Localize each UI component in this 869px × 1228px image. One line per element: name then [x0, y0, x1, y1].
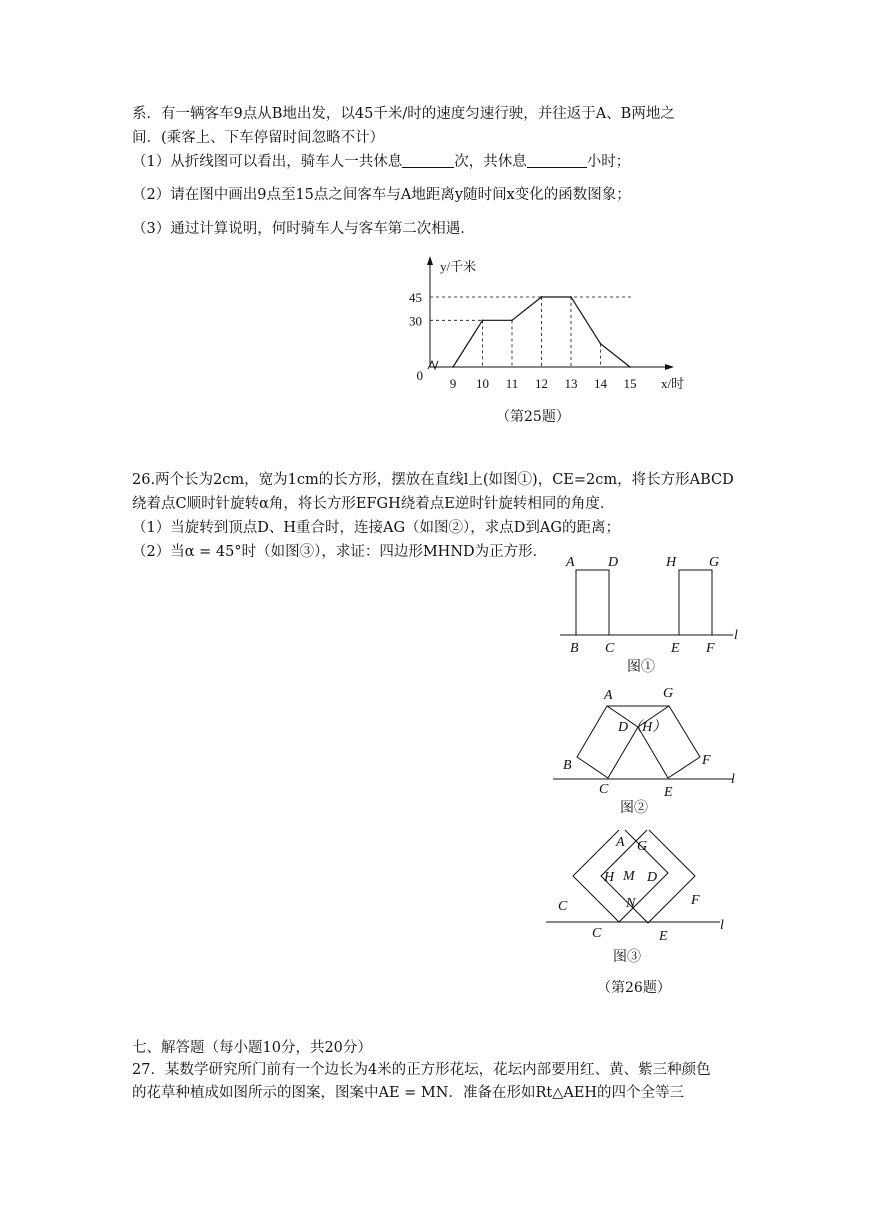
data-point [629, 366, 631, 368]
x-tick-label: 14 [594, 376, 607, 391]
label-d: D [647, 870, 658, 885]
q26-part1: （1）当旋转到顶点D、H重合时，连接AG（如图②），求点D到AG的距离； [132, 520, 620, 536]
label-l: l [731, 772, 735, 787]
rectangle-efgh [638, 706, 700, 778]
q27-line2: 的花草种植成如图所示的图案，图案中AE = MN．准备在形如Rt△AEH的四个全等三 [132, 1085, 685, 1101]
q25-part3: （3）通过计算说明，何时骑车人与客车第二次相遇． [132, 221, 475, 237]
label-g: G [663, 686, 674, 701]
label-f: F [706, 641, 715, 656]
y-axis-arrow [427, 256, 433, 265]
figure-2-caption: 图② [620, 800, 648, 816]
x-tick-label: 15 [623, 376, 637, 391]
label-a: A [604, 688, 613, 703]
figure-3 [540, 830, 740, 945]
y-tick-label: 30 [409, 313, 422, 329]
label-m: M [623, 869, 635, 884]
x-tick-label: 11 [505, 376, 519, 391]
label-l: l [720, 918, 724, 933]
label-d: D [608, 555, 619, 570]
figure-1 [548, 548, 748, 658]
series-line [453, 297, 630, 367]
label-b: B [563, 758, 572, 773]
rectangle-efgh [679, 570, 712, 635]
label-e: E [659, 929, 668, 944]
label-f: F [702, 753, 711, 768]
chart-labels [409, 259, 684, 391]
figure-2 [548, 680, 748, 800]
label-c: C [599, 782, 609, 797]
label-a: A [566, 555, 575, 570]
x-axis-arrow [665, 364, 674, 370]
x-axis-label: x/时 [661, 376, 685, 391]
label-l: l [734, 628, 738, 643]
label-c-left: C [558, 899, 568, 914]
q25-line1: 系．有一辆客车9点从B地出发，以45千米/时的速度匀速行驶，并往返于A、B两地之 [132, 106, 675, 122]
data-point [600, 343, 602, 345]
data-point [482, 320, 484, 322]
label-a: A [616, 835, 625, 850]
q25-line2: 间．(乘客上、下车停留时间忽略不计） [132, 130, 385, 146]
q26-line1: 26.两个长为2cm，宽为1cm的长方形，摆放在直线l上(如图①)，CE=2cm，将长方形ABCD [132, 472, 734, 488]
figure-1-caption: 图① [627, 659, 655, 675]
label-e: E [671, 641, 680, 656]
x-tick-label: 10 [476, 376, 489, 391]
q25-part1-b: 次，共休息 [454, 154, 527, 170]
q27-line1: 27．某数学研究所门前有一个边长为4米的正方形花坛，花坛内部要用红、黄、紫三种颜色 [132, 1062, 711, 1078]
y-tick-label: 45 [409, 289, 422, 305]
label-b: B [570, 641, 579, 656]
q25-line-chart [400, 252, 700, 402]
data-point [570, 296, 572, 298]
label-c: C [605, 641, 615, 656]
label-g: G [709, 555, 720, 570]
q26-part2: （2）当α = 45°时（如图③），求证：四边形MHND为正方形． [132, 544, 548, 560]
label-d-h: D（H） [618, 720, 667, 735]
data-point [541, 296, 543, 298]
label-n: N [626, 896, 636, 911]
label-c: C [592, 926, 602, 941]
figure-3-caption: 图③ [613, 949, 641, 965]
x-tick-label: 9 [449, 376, 457, 391]
section-heading: 七、解答题（每小题10分，共20分） [132, 1040, 372, 1056]
q26-caption: （第26题） [597, 980, 671, 996]
label-e: E [664, 785, 673, 800]
data-point [452, 366, 454, 368]
answer-blank-count[interactable] [402, 153, 454, 168]
y-axis-label: y/千米 [440, 259, 477, 274]
q25-part1 [132, 152, 630, 172]
answer-blank-hours[interactable] [527, 153, 587, 168]
label-h: H [666, 555, 677, 570]
label-g: G [637, 839, 648, 854]
rectangle-abcd [576, 570, 609, 635]
x-tick-label: 13 [564, 376, 578, 391]
q26-line2: 绕着点C顺时针旋转α角，将长方形EFGH绕着点E逆时针旋转相同的角度． [132, 496, 615, 512]
rectangle-abcd [577, 706, 638, 778]
data-point [511, 320, 513, 322]
origin-label: 0 [416, 368, 423, 383]
x-tick-label: 12 [535, 376, 548, 391]
q25-part1-a: （1）从折线图可以看出，骑车人一共休息 [132, 154, 403, 170]
q25-part1-c: 小时； [586, 154, 631, 170]
chart-guides [430, 297, 634, 367]
label-h: H [604, 870, 615, 885]
label-f: F [691, 893, 700, 908]
q25-caption: （第25题） [496, 409, 570, 425]
q25-part2: （2）请在图中画出9点至15点之间客车与A地距离y随时间x变化的函数图象； [132, 187, 631, 203]
